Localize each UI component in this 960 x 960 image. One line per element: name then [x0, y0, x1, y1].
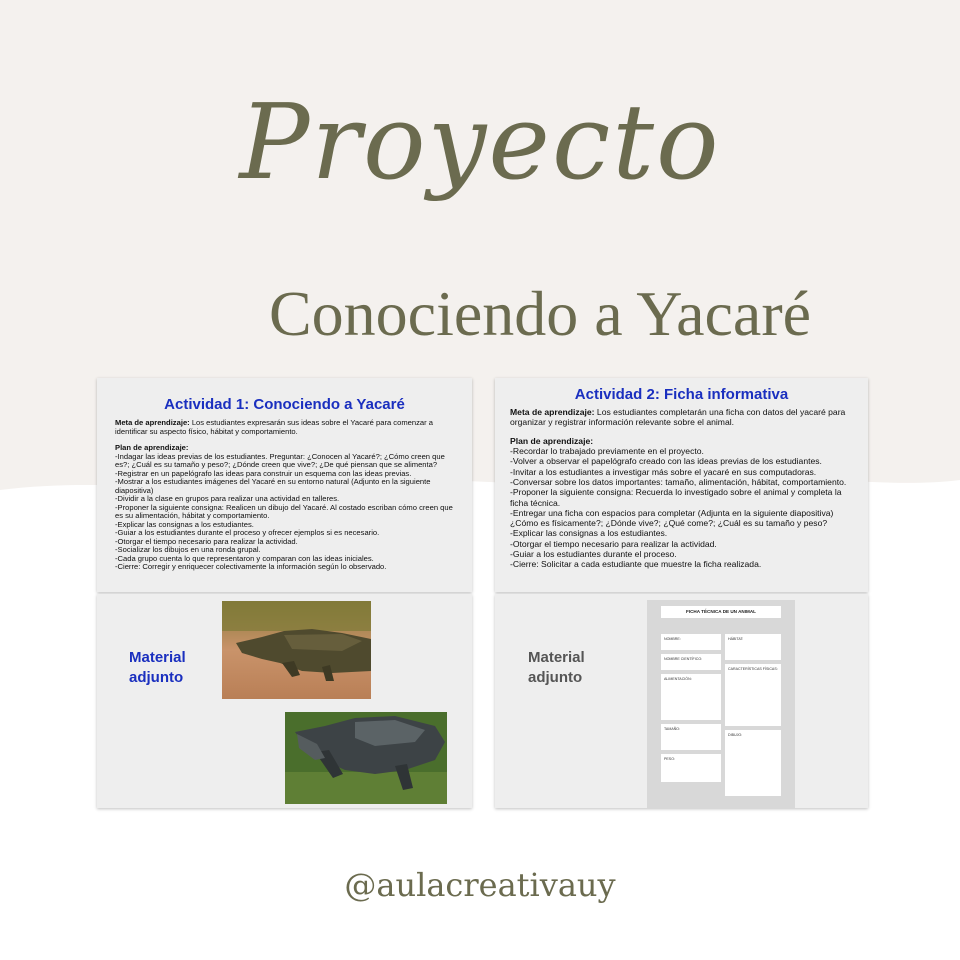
plan-item: -Explicar las consignas a los estudiantes. [115, 519, 254, 529]
field-peso: PESO: [661, 754, 721, 782]
ficha-title: FICHA TÉCNICA DE UN ANIMAL [661, 606, 781, 618]
meta-text: Los estudiantes expresarán sus ideas sobre el Yacaré para comenzar a identificar su aspecto físico, hábitat y comportamiento. [115, 418, 433, 436]
field-alimentacion: ALIMENTACIÓN: [661, 674, 721, 720]
field-tamano: TAMAÑO: [661, 724, 721, 750]
plan-label: Plan de aprendizaje: [115, 443, 189, 452]
plan-item: -Volver a observar el papelógrafo creado con las ideas previas de los estudiantes. [510, 456, 822, 467]
plan-item: -Otorgar el tiempo necesario para realizar la actividad. [115, 536, 298, 546]
plan-item: -Indagar las ideas previas de los estudiantes. Preguntar: ¿Conocen al Yacaré?; ¿Cómo creen que es?; ¿Cuál es su tamaño y peso?; ¿Dónde creen que vive?; ¿De qué piensan que se alimenta? [115, 451, 445, 469]
plan-item: -Entregar una ficha con espacios para completar (Adjunta en la siguiente diapositiva) ¿Cómo es físicamente?; ¿Dónde vive?; ¿Qué come?; ¿Cuál es su tamaño y peso? [510, 507, 834, 529]
plan-item: -Recordar lo trabajado previamente en el proyecto. [510, 445, 704, 456]
material-label: Material adjunto [528, 649, 585, 687]
plan-item: -Mostrar a los estudiantes imágenes del Yacaré en su entorno natural (Adjunto en la siguiente diapositiva) [115, 477, 431, 495]
plan-item: -Proponer la siguiente consigna: Realicen un dibujo del Yacaré. Al costado escriban cómo creen que es su alimentación, hábitat y comportamiento. [115, 502, 453, 520]
plan-item: -Proponer la siguiente consigna: Recuerda lo investigado sobre el animal y completa la ficha técnica. [510, 487, 842, 508]
caiman-photo-2 [285, 712, 447, 804]
slide-title: Actividad 1: Conociendo a Yacaré [164, 396, 405, 413]
plan-item: -Guiar a los estudiantes durante el proceso y ofrecer ejemplos si es necesario. [115, 528, 380, 537]
caiman-photo-1 [222, 601, 371, 699]
plan-item: -Otorgar el tiempo necesario para realizar la actividad. [510, 538, 717, 549]
slide-body [97, 419, 472, 572]
plan-item: -Cierre: Solicitar a cada estudiante que muestre la ficha realizada. [510, 559, 762, 570]
slide-body [495, 407, 868, 570]
meta-text: Los estudiantes completarán una ficha con datos del yacaré para organizar y registrar información relevante sobre el animal. [510, 407, 846, 428]
plan-item: -Dividir a la clase en grupos para realizar una actividad en talleres. [115, 494, 340, 503]
ficha-tecnica-worksheet [647, 600, 795, 808]
plan-item: -Conversar sobre los datos importantes: tamaño, alimentación, hábitat, comportamiento. [510, 476, 847, 487]
slide-activity-1 [97, 378, 472, 592]
project-subtitle: Conociendo a Yacaré [268, 278, 812, 349]
plan-label: Plan de aprendizaje: [510, 435, 594, 446]
slide-title: Actividad 2: Ficha informativa [574, 386, 789, 403]
plan-item: -Socializar los dibujos en una ronda grupal. [115, 545, 261, 554]
plan-item: -Guiar a los estudiantes durante el proceso. [510, 549, 677, 560]
field-dibujo: DIBUJO: [725, 730, 781, 796]
plan-item: -Explicar las consignas a los estudiantes. [510, 528, 668, 539]
meta-label: Meta de aprendizaje: [510, 407, 595, 417]
field-nombre-cientifico: NOMBRE CIENTÍFICO: [661, 654, 721, 670]
plan-item: -Cierre: Corregir y enriquecer colectivamente la información según lo observado. [115, 562, 387, 571]
material-label: Material adjunto [129, 649, 186, 687]
field-habitat: HÁBITAT: [725, 634, 781, 660]
script-title: Proyecto [239, 81, 721, 203]
slide-activity-2 [495, 378, 868, 592]
field-nombre: NOMBRE: [661, 634, 721, 650]
slide-material-2 [495, 594, 868, 808]
instagram-handle: @aulacreativauy [344, 866, 616, 904]
meta-label: Meta de aprendizaje: [115, 418, 190, 427]
slide-material-1 [97, 594, 472, 808]
field-caracteristicas: CARACTERÍSTICAS FÍSICAS: [725, 664, 781, 726]
plan-item: -Invitar a los estudiantes a investigar más sobre el yacaré en sus computadoras. [510, 466, 817, 477]
plan-item: -Registrar en un papelógrafo las ideas para construir un esquema con las ideas previas. [115, 468, 412, 478]
plan-item: -Cada grupo cuenta lo que representaron y comparan con las ideas iniciales. [115, 553, 374, 563]
